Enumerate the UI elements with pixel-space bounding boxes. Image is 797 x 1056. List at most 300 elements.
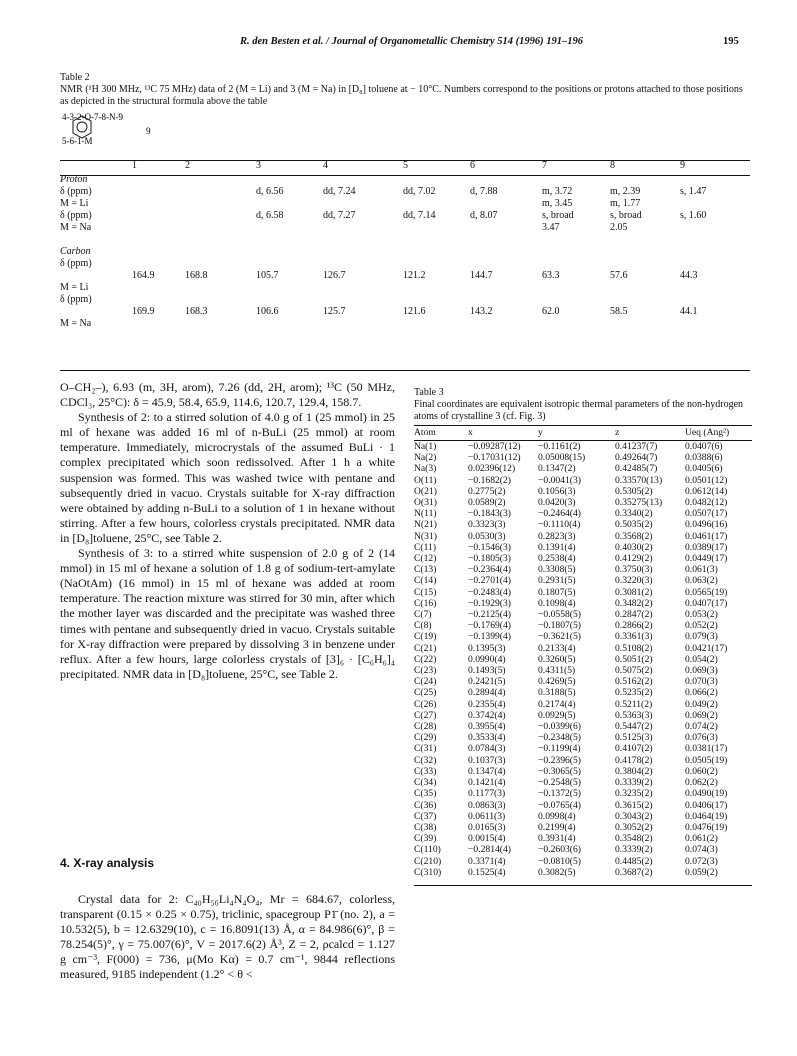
- table2-cell: [256, 246, 323, 258]
- table2-cell: [610, 318, 680, 330]
- paragraph: Synthesis of 2: to a stirred solution of 4.0 g of 1 (25 mmol) in 25 ml of hexane was added 16 ml of n-BuLi (25 mmol) at room temperature. Immediately, microcrystals of the assumed BuLi · 1 complex precipitated which soon redissolved. After 1 h a white suspension was formed. This was washed twice with pentane and subsequently dried in vacuo. Crystals suitable for X-ray diffraction were obtained by adding n-BuLi to a solution of 1 in hexane without stirring. After a few hours, colorless crystals precipitated. NMR data in [D₈]toluene, 25°C, see Table 2.: [60, 410, 395, 545]
- table3-cell: 0.1525(4): [468, 866, 506, 878]
- table2-cell: [256, 294, 323, 306]
- table3-cell: −0.3621(5): [538, 631, 581, 643]
- table2-row-label: [60, 306, 132, 318]
- paragraph: Synthesis of 3: to a stirred white suspension of 2.0 g of 2 (14 mmol) in 15 ml of hexane a solution of 1.8 g of sodium-tert-amylate (NaOtAm) (16 mmol) in 15 ml of hexane was added at room temperature. The reaction mixture was stirred for 30 min, after which the mother layer was discarded and the precipitate was washed three times with pentane and subsequently dried in vacuo. Crystals suitable for X-ray diffraction were prepared by dissolving 3 in benzene under reflux. After a few hours, large colorless crystals of [3]₆ · [C₆H₆]₄ precipitated. NMR data in [D₈]toluene, 25°C, see Table 2.: [60, 546, 395, 681]
- table3-cell: 0.49264(7): [615, 452, 658, 464]
- table3-cell: 0.0784(3): [468, 743, 506, 755]
- table3-cell: 0.4178(2): [615, 754, 653, 766]
- table3-cell: 0.3082(5): [538, 866, 576, 878]
- table3-cell: 0.1421(4): [468, 777, 506, 789]
- table3-cell: 0.063(2): [685, 575, 718, 587]
- table2-cell: [680, 318, 750, 330]
- table3-cell: 0.0863(3): [468, 799, 506, 811]
- table3-cell: 0.3750(3): [615, 564, 653, 576]
- paragraph: Crystal data for 2: C₄₀H₅₆Li₄N₄O₄, Mr = 684.67, colorless, transparent (0.15 × 0.25 × 0.75), triclinic, spacegroup P1̄ (no. 2), a = 10.532(5), b = 12.6329(10), c = 16.8091(13) Å, α = 84.986(6)°, β = 78.254(5)°, γ = 75.007(6)°, V = 2017.6(2) Å³, Z = 2, ρcalcd = 1.127 g cm⁻³, F(000) = 736, μ(Mo Kα) = 0.7 cm⁻¹, 9844 reflections measured, 9185 independent (1.2° < θ <: [60, 892, 395, 982]
- table2-cell: [470, 198, 542, 210]
- table3-cell: C(33): [414, 765, 437, 777]
- table3-cell: 0.05008(15): [538, 452, 586, 464]
- formula-sub-label: 9: [146, 126, 151, 136]
- table3-cell: 0.5162(2): [615, 676, 653, 688]
- table3-cell: 0.0482(12): [685, 497, 728, 509]
- table3-cell: 0.0381(17): [685, 743, 728, 755]
- table3-row: [414, 497, 752, 508]
- table3-cell: −0.1161(2): [538, 441, 581, 452]
- table2-label: Table 2: [60, 72, 90, 83]
- table3-cell: −0.0399(6): [538, 721, 581, 733]
- table3-cell: 0.062(2): [685, 777, 718, 789]
- table2-cell: [680, 234, 750, 246]
- table2-col-header: 2: [185, 160, 190, 171]
- table3-cell: C(15): [414, 586, 437, 598]
- table3: [414, 426, 752, 878]
- table2-cell: [132, 318, 185, 330]
- table3-cell: 0.1177(3): [468, 788, 506, 800]
- table3-row: [414, 665, 752, 676]
- table3-cell: 0.059(2): [685, 866, 718, 878]
- table3-row: [414, 833, 752, 844]
- table3-cell: 0.2866(2): [615, 620, 653, 632]
- table3-cell: 0.076(3): [685, 732, 718, 744]
- table3-cell: 0.0407(17): [685, 597, 728, 609]
- table3-cell: 0.3052(2): [615, 821, 653, 833]
- body-text-column: [60, 380, 395, 682]
- table3-cell: 0.1098(4): [538, 597, 576, 609]
- table3-cell: 0.1807(5): [538, 586, 576, 598]
- table3-cell: 0.5108(2): [615, 642, 653, 654]
- table3-cell: −0.1769(4): [468, 620, 511, 632]
- table2-row: [60, 222, 750, 234]
- table3-cell: C(27): [414, 709, 437, 721]
- table2-cell: [132, 294, 185, 306]
- table3-cell: 0.061(2): [685, 833, 718, 845]
- table3-cell: C(19): [414, 631, 437, 643]
- table3-row: [414, 732, 752, 743]
- table2-row: [60, 210, 750, 222]
- table3-cell: O(21): [414, 485, 437, 497]
- table2-cell: [680, 294, 750, 306]
- table2-bottom-rule: [60, 370, 750, 371]
- table2-cell: 143.2: [470, 306, 493, 317]
- table2-cell: [256, 258, 323, 270]
- table3-cell: 0.4107(2): [615, 743, 653, 755]
- table3-cell: 0.3220(3): [615, 575, 653, 587]
- table3-cell: 0.3482(2): [615, 597, 653, 609]
- table3-cell: 0.4129(2): [615, 553, 653, 565]
- table2-cell: [185, 186, 256, 198]
- table3-cell: C(210): [414, 855, 442, 867]
- table3-cell: 0.0611(3): [468, 810, 506, 822]
- running-title: R. den Besten et al. / Journal of Organometallic Chemistry 514 (1996) 191–196: [240, 36, 584, 47]
- table3-cell: C(25): [414, 687, 437, 699]
- table3-cell: 0.3260(5): [538, 653, 576, 665]
- table2-cell: [256, 222, 323, 234]
- table2-cell: [403, 318, 470, 330]
- table3-row: [414, 844, 752, 855]
- table2-row: [60, 246, 750, 258]
- table3-cell: 0.066(2): [685, 687, 718, 699]
- table3-cell: 0.2894(4): [468, 687, 506, 699]
- table3-cell: O(11): [414, 474, 437, 486]
- table3-cell: −0.0041(3): [538, 474, 581, 486]
- table2-cell: [470, 234, 542, 246]
- table3-cell: 0.3742(4): [468, 709, 506, 721]
- table2-cell: [323, 234, 403, 246]
- table3-cell: 0.3955(4): [468, 721, 506, 733]
- table2-col-header: 6: [470, 160, 475, 171]
- table3-cell: −0.2125(4): [468, 609, 511, 621]
- table3-cell: 0.0476(19): [685, 821, 728, 833]
- table3-cell: 0.3081(2): [615, 586, 653, 598]
- table3-cell: 0.5235(2): [615, 687, 653, 699]
- table3-cell: 0.069(2): [685, 709, 718, 721]
- table2-caption: NMR (¹H 300 MHz, ¹³C 75 MHz) data of 2 (M = Li) and 3 (M = Na) in [D₈] toluene at − 10°C. Numbers correspond to the positions or protons attached to those positions as depicted in the structural formula above the table: [60, 84, 743, 107]
- table2-cell: [470, 294, 542, 306]
- table3-cell: 0.0612(14): [685, 485, 728, 497]
- table2-row-label: δ (ppm): [60, 294, 92, 305]
- table2-cell: 62.0: [542, 306, 560, 317]
- table3-row: [414, 811, 752, 822]
- table2-cell: s, 1.60: [680, 210, 707, 221]
- table3-cell: 0.5075(2): [615, 665, 653, 677]
- table2-cell: [185, 294, 256, 306]
- table3-cell: 0.0565(19): [685, 586, 728, 598]
- table2-cell: 164.9: [132, 270, 155, 281]
- table3-cell: −0.2548(5): [538, 777, 581, 789]
- table3-cell: 0.0449(17): [685, 553, 728, 565]
- table3-cell: 0.2847(2): [615, 609, 653, 621]
- table3-cell: −0.2483(4): [468, 586, 511, 598]
- table2-cell: d, 6.56: [256, 186, 284, 197]
- table3-cell: −0.09287(12): [468, 441, 521, 452]
- table3-cell: 0.1347(2): [538, 463, 576, 475]
- table3-cell: N(21): [414, 519, 437, 531]
- table3-row: [414, 699, 752, 710]
- table3-cell: 0.0990(4): [468, 653, 506, 665]
- table2-row-label: [60, 234, 132, 246]
- table2-cell: 168.3: [185, 306, 208, 317]
- table2-cell: [132, 186, 185, 198]
- table2-row: [60, 186, 750, 198]
- table3-cell: −0.2348(5): [538, 732, 581, 744]
- table3-cell: 0.3043(2): [615, 810, 653, 822]
- table3-cell: 0.069(3): [685, 665, 718, 677]
- formula-bottom-chain: 5-6-1-M: [62, 136, 93, 146]
- table2-cell: [256, 234, 323, 246]
- structural-formula: [60, 112, 170, 162]
- table2-cell: [185, 198, 256, 210]
- table3-cell: 0.1395(3): [468, 642, 506, 654]
- table3-cell: 0.2421(5): [468, 676, 506, 688]
- table2-cell: [680, 198, 750, 210]
- table3-cell: 0.0461(17): [685, 530, 728, 542]
- table3-cell: 0.42485(7): [615, 463, 658, 475]
- table3-cell: 0.0589(2): [468, 497, 506, 509]
- table2-cell: [542, 234, 610, 246]
- table3-cell: 0.3615(2): [615, 799, 653, 811]
- table3-cell: 0.5125(3): [615, 732, 653, 744]
- table3-cell: 0.3188(5): [538, 687, 576, 699]
- table3-cell: 0.0998(4): [538, 810, 576, 822]
- table3-cell: −0.0558(5): [538, 609, 581, 621]
- table3-cell: 0.2174(4): [538, 698, 576, 710]
- table2-cell: [132, 198, 185, 210]
- table2-cell: 105.7: [256, 270, 279, 281]
- table3-cell: 0.0407(6): [685, 441, 723, 452]
- table2-row-label: M = Li: [60, 198, 89, 209]
- table2-cell: [610, 234, 680, 246]
- table3-cell: C(7): [414, 609, 432, 621]
- table2-row-label: M = Li: [60, 282, 89, 293]
- table3-cell: 0.079(3): [685, 631, 718, 643]
- table3-cell: 0.0421(17): [685, 642, 728, 654]
- table2-cell: [323, 282, 403, 294]
- table2-cell: [542, 246, 610, 258]
- table3-col-header: Ueq (Ang²): [685, 426, 752, 441]
- table3-cell: −0.2814(4): [468, 844, 511, 856]
- table2-row: [60, 318, 750, 330]
- table3-cell: 0.5051(2): [615, 653, 653, 665]
- table3-cell: 0.0505(19): [685, 754, 728, 766]
- table2-col-header: 1: [132, 160, 137, 171]
- table2-cell: m, 2.39: [610, 186, 641, 197]
- table3-cell: C(34): [414, 777, 437, 789]
- table3-cell: C(22): [414, 653, 437, 665]
- table3-cell: 0.1056(3): [538, 485, 576, 497]
- table3-cell: 0.2538(4): [538, 553, 576, 565]
- body-text-column-2: [60, 892, 395, 983]
- table2-cell: [403, 246, 470, 258]
- table2-cell: 44.1: [680, 306, 698, 317]
- table3-cell: C(39): [414, 833, 437, 845]
- table3-cell: −0.1682(2): [468, 474, 511, 486]
- table3-cell: 0.5363(3): [615, 709, 653, 721]
- table2-cell: [403, 234, 470, 246]
- table3-label: Table 3: [414, 387, 444, 398]
- table3-cell: 0.3568(2): [615, 530, 653, 542]
- table2-cell: [403, 198, 470, 210]
- table3-row: [414, 531, 752, 542]
- table2-row: [60, 282, 750, 294]
- table3-cell: −0.2364(4): [468, 564, 511, 576]
- table2-cell: m, 1.77: [610, 198, 641, 209]
- table2-cell: 125.7: [323, 306, 346, 317]
- table2-cell: [185, 234, 256, 246]
- page-number: 195: [723, 36, 739, 47]
- table2-cell: d, 6.58: [256, 210, 284, 221]
- table3-cell: 0.3548(2): [615, 833, 653, 845]
- table3-cell: −0.1843(3): [468, 508, 511, 520]
- table2-header-row: [60, 160, 750, 174]
- table3-row: [414, 609, 752, 620]
- table3-cell: 0.3339(2): [615, 844, 653, 856]
- table2-cell: [132, 282, 185, 294]
- aromatic-circle: [77, 122, 87, 132]
- table2-cell: [470, 246, 542, 258]
- table3-cell: 0.41237(7): [615, 441, 658, 452]
- table2-cell: dd, 7.27: [323, 210, 356, 221]
- table2-col-header: 4: [323, 160, 328, 171]
- table3-cell: −0.1546(3): [468, 541, 511, 553]
- table3-cell: 0.0165(3): [468, 821, 506, 833]
- table3-row: [414, 788, 752, 799]
- table2-cell: [256, 318, 323, 330]
- table2-cell: [185, 258, 256, 270]
- table3-row: [414, 710, 752, 721]
- table3-cell: 0.2931(5): [538, 575, 576, 587]
- table3-cell: −0.0765(4): [538, 799, 581, 811]
- table2-cell: m, 3.45: [542, 198, 573, 209]
- table3-cell: −0.2396(5): [538, 754, 581, 766]
- table2-cell: 144.7: [470, 270, 493, 281]
- table2-cell: [132, 258, 185, 270]
- table3-cell: 0.061(3): [685, 564, 718, 576]
- table2-row: [60, 258, 750, 270]
- table2-cell: s, broad: [610, 210, 642, 221]
- table3-row: [414, 721, 752, 732]
- table3-cell: C(16): [414, 597, 437, 609]
- table3-cell: 0.3308(5): [538, 564, 576, 576]
- table3-cell: 0.0496(16): [685, 519, 728, 531]
- table2-cell: [542, 294, 610, 306]
- table3-cell: 0.5035(2): [615, 519, 653, 531]
- table3-bottom-rule: [414, 885, 752, 886]
- table3-cell: C(26): [414, 698, 437, 710]
- table2-row-label: Proton: [60, 174, 88, 185]
- table3-row: [414, 654, 752, 665]
- table3-col-header: Atom: [414, 426, 468, 441]
- table3-row: [414, 631, 752, 642]
- table2-cell: [470, 318, 542, 330]
- section-heading: 4. X-ray analysis: [60, 856, 155, 870]
- table3-cell: C(31): [414, 743, 437, 755]
- table3-cell: C(36): [414, 799, 437, 811]
- table3-header-row: [414, 426, 752, 441]
- table3-row: [414, 867, 752, 878]
- table3-cell: C(21): [414, 642, 437, 654]
- table3-row: [414, 620, 752, 631]
- table3-cell: 0.0406(17): [685, 799, 728, 811]
- table2-cell: [542, 318, 610, 330]
- table3-cell: 0.0420(3): [538, 497, 576, 509]
- table3-cell: −0.2603(6): [538, 844, 581, 856]
- table2-cell: [132, 246, 185, 258]
- table2-cell: [680, 282, 750, 294]
- table2-cell: [256, 282, 323, 294]
- table2-row-label: M = Na: [60, 222, 92, 233]
- table2-row-label: δ (ppm): [60, 210, 92, 221]
- table3-cell: 0.0389(17): [685, 541, 728, 553]
- table3-cell: 0.0490(19): [685, 788, 728, 800]
- table3-cell: Na(1): [414, 441, 437, 452]
- table3-cell: N(31): [414, 530, 437, 542]
- table3-cell: 0.0530(3): [468, 530, 506, 542]
- table3-row: [414, 856, 752, 867]
- table3-cell: C(11): [414, 541, 437, 553]
- table2-cell: [132, 210, 185, 222]
- table3-cell: 0.02396(12): [468, 463, 516, 475]
- table3-cell: −0.1110(4): [538, 519, 581, 531]
- table3-cell: 0.33570(13): [615, 474, 663, 486]
- table2-cell: [542, 258, 610, 270]
- table2-cell: 169.9: [132, 306, 155, 317]
- table2-cell: 121.2: [403, 270, 426, 281]
- table2-cell: [323, 258, 403, 270]
- table3-cell: 0.5447(2): [615, 721, 653, 733]
- table2-cell: [610, 282, 680, 294]
- table2-cell: [403, 222, 470, 234]
- table2-cell: [403, 258, 470, 270]
- table2-cell: [680, 222, 750, 234]
- table3-cell: 0.4311(5): [538, 665, 576, 677]
- table3-row: [414, 800, 752, 811]
- table2-row-label: δ (ppm): [60, 258, 92, 269]
- table3-cell: N(11): [414, 508, 437, 520]
- table3-cell: 0.070(3): [685, 676, 718, 688]
- paragraph: O–CH₂–), 6.93 (m, 3H, arom), 7.26 (dd, 2H, arom); ¹³C (50 MHz, CDCl₃, 25°C): δ = 45.9, 58.4, 65.9, 114.6, 120.7, 129.4, 158.7.: [60, 380, 395, 410]
- table3-cell: 0.4030(2): [615, 541, 653, 553]
- table3-row: [414, 486, 752, 497]
- table3-cell: −0.1199(4): [538, 743, 581, 755]
- table3-cell: 0.053(2): [685, 609, 718, 621]
- table2-row-label: δ (ppm): [60, 186, 92, 197]
- table3-row: [414, 542, 752, 553]
- table2-cell: [470, 258, 542, 270]
- table2-cell: dd, 7.14: [403, 210, 436, 221]
- table3-cell: 0.2355(4): [468, 698, 506, 710]
- table3-cell: 0.3931(4): [538, 833, 576, 845]
- table2-cell: d, 8.07: [470, 210, 498, 221]
- table2-cell: [542, 282, 610, 294]
- table2-cell: [323, 294, 403, 306]
- table2-cell: [185, 246, 256, 258]
- table3-cell: 0.2823(3): [538, 530, 576, 542]
- table3-cell: C(28): [414, 721, 437, 733]
- table2-row: [60, 270, 750, 282]
- table3-cell: 0.060(2): [685, 765, 718, 777]
- table3-cell: 0.2199(4): [538, 821, 576, 833]
- table3-row: [414, 475, 752, 486]
- table2-cell: [132, 222, 185, 234]
- table2-cell: [132, 234, 185, 246]
- table3-cell: C(38): [414, 821, 437, 833]
- table2-row-label: [60, 270, 132, 282]
- table3-cell: 0.3687(2): [615, 866, 653, 878]
- table3-row: [414, 766, 752, 777]
- table3-cell: C(310): [414, 866, 442, 878]
- table2-cell: d, 7.88: [470, 186, 498, 197]
- table3-cell: 0.1347(4): [468, 765, 506, 777]
- table2-cell: [185, 222, 256, 234]
- table2-cell: s, 1.47: [680, 186, 707, 197]
- table2-cell: dd, 7.24: [323, 186, 356, 197]
- table3-cell: 0.3533(4): [468, 732, 506, 744]
- table2-cell: [323, 222, 403, 234]
- table2-col-header: 9: [680, 160, 685, 171]
- table2-cell: [403, 294, 470, 306]
- table2-cell: [610, 258, 680, 270]
- table3-cell: 0.0015(4): [468, 833, 506, 845]
- table3-cell: 0.1493(5): [468, 665, 506, 677]
- table3-row: [414, 598, 752, 609]
- table3-cell: 0.0388(6): [685, 452, 723, 464]
- table3-cell: −0.1929(3): [468, 597, 511, 609]
- table2-col-header: 5: [403, 160, 408, 171]
- table2-cell: [680, 246, 750, 258]
- table2-cell: [403, 282, 470, 294]
- table3-cell: 0.2133(4): [538, 642, 576, 654]
